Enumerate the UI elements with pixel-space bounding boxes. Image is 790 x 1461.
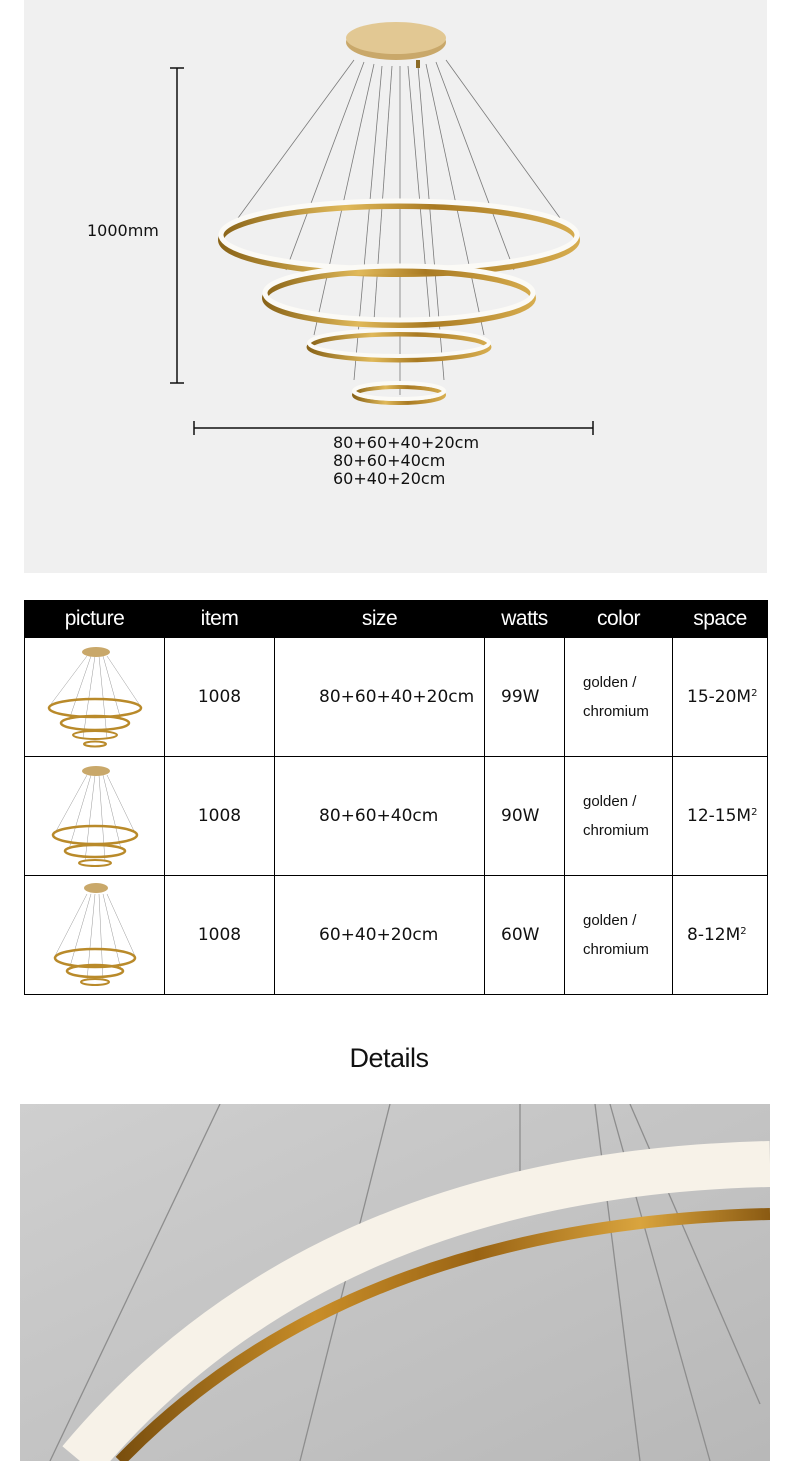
color-value bbox=[565, 757, 673, 876]
color-line-1: golden / bbox=[583, 674, 637, 691]
space-superscript: 2 bbox=[751, 807, 758, 818]
space-text: 8-12M bbox=[687, 925, 741, 945]
ring-80cm bbox=[221, 201, 577, 274]
color-line-2: chromium bbox=[583, 822, 649, 839]
space-text: 15-20M bbox=[687, 687, 752, 707]
table-row bbox=[25, 638, 768, 757]
four-ring-chandelier-image bbox=[25, 638, 165, 756]
ring-closeup-illustration bbox=[20, 1104, 770, 1461]
width-label-three-ring-large: 80+60+40cm bbox=[333, 451, 446, 470]
header-picture: picture bbox=[25, 601, 165, 638]
height-label: 1000mm bbox=[87, 221, 159, 240]
header-watts: watts bbox=[485, 601, 565, 638]
header-space: space bbox=[673, 601, 768, 638]
specification-table bbox=[24, 600, 768, 995]
color-line-1: golden / bbox=[583, 912, 637, 929]
item-code: 1008 bbox=[165, 876, 275, 995]
color-line-2: chromium bbox=[583, 703, 649, 720]
watts-value: 99W bbox=[485, 638, 565, 757]
table-row bbox=[25, 757, 768, 876]
space-value bbox=[673, 876, 768, 995]
product-dimension-diagram bbox=[24, 0, 767, 573]
ring-closeup-photo bbox=[20, 1104, 770, 1461]
watts-value: 60W bbox=[485, 876, 565, 995]
size-value: 80+60+40+20cm bbox=[275, 638, 485, 757]
details-heading: Details bbox=[349, 1043, 429, 1073]
color-line-2: chromium bbox=[583, 941, 649, 958]
suspension-wires bbox=[238, 60, 560, 395]
ring-20cm bbox=[354, 383, 444, 403]
header-item: item bbox=[165, 601, 275, 638]
color-value bbox=[565, 876, 673, 995]
space-value bbox=[673, 638, 768, 757]
width-labels bbox=[333, 434, 479, 488]
item-code: 1008 bbox=[165, 757, 275, 876]
product-thumbnail bbox=[25, 757, 165, 876]
space-text: 12-15M bbox=[687, 806, 752, 826]
product-thumbnail bbox=[25, 876, 165, 995]
header-size: size bbox=[275, 601, 485, 638]
item-code: 1008 bbox=[165, 638, 275, 757]
space-superscript: 2 bbox=[751, 688, 758, 699]
color-line-1: golden / bbox=[583, 793, 637, 810]
ring-40cm bbox=[309, 330, 489, 360]
ceiling-canopy bbox=[346, 22, 446, 68]
three-ring-small-chandelier-image bbox=[25, 876, 165, 994]
watts-value: 90W bbox=[485, 757, 565, 876]
size-value: 80+60+40cm bbox=[275, 757, 485, 876]
product-thumbnail bbox=[25, 638, 165, 757]
height-dimension-line bbox=[170, 68, 184, 383]
width-label-four-ring: 80+60+40+20cm bbox=[333, 433, 480, 452]
space-value bbox=[673, 757, 768, 876]
size-value: 60+40+20cm bbox=[275, 876, 485, 995]
header-color: color bbox=[565, 601, 673, 638]
three-ring-large-chandelier-image bbox=[25, 757, 165, 875]
table-header-row bbox=[25, 601, 768, 638]
width-label-three-ring-small: 60+40+20cm bbox=[333, 469, 446, 488]
table-row bbox=[25, 876, 768, 995]
space-superscript: 2 bbox=[740, 926, 747, 937]
color-value bbox=[565, 638, 673, 757]
